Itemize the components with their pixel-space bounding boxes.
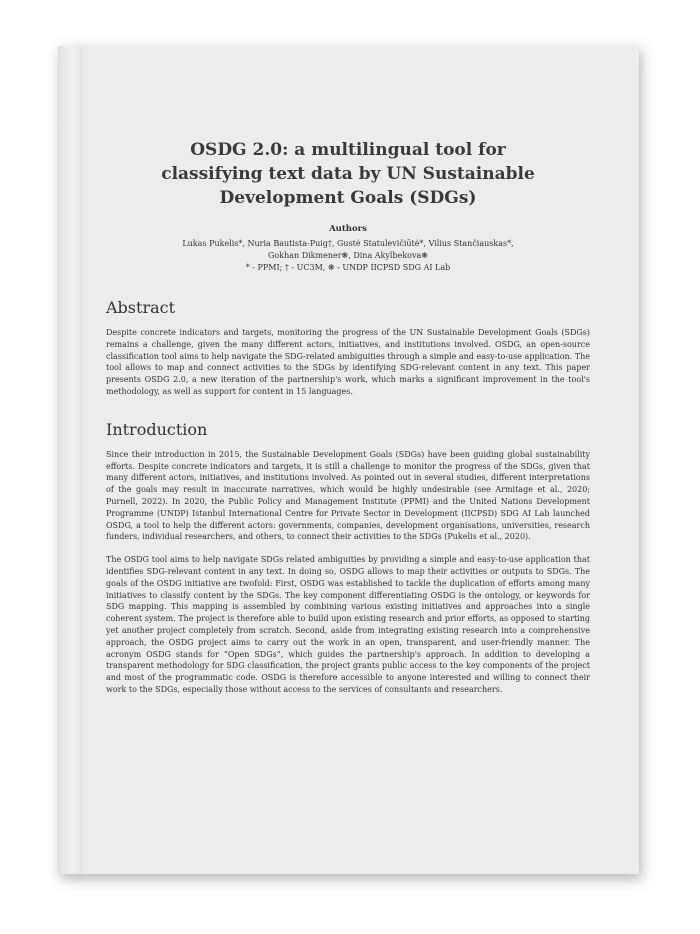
page-content xyxy=(106,138,590,707)
paper-page xyxy=(58,46,639,874)
abstract-heading: Abstract xyxy=(106,298,176,317)
introduction-paragraph: The OSDG tool aims to help navigate SDGs related ambiguities by providing a simple and easy-to-use application that identifies SDG-relevant content in any text. In doing so, OSDG allows to map their activities or outputs to SDGs. The goals of the OSDG initiative are twofold: First, OSDG was established to tackle the duplication of efforts among many initiatives to classify content by the SDGs. The key component differentiating OSDG is the ontology, or keywords for SDG mapping. This mapping is assembled by combining various existing initiatives and approaches into a single coherent system. The project is therefore able to build upon existing research and prior efforts, as opposed to starting yet another project completely from scratch. Second, aside from integrating existing research into a comprehensive approach, the OSDG project aims to carry out the work in an open, transparent, and user-friendly manner. The acronym OSDG stands for “Open SDGs”, which guides the partnership's approach. In addition to developing a transparent methodology for SDG classification, the project grants public access to the key components of the project and most of the programmatic code. OSDG is therefore accessible to anyone interested and willing to connect their work to the SDGs, especially those without access to the services of consultants and researchers. xyxy=(106,555,590,694)
authors-heading: Authors xyxy=(329,224,367,234)
author-line: Lukas Pukelis*, Nuria Bautista-Puig†, Gustė Statulevičiūtė*, Vilius Stančiauskas*, xyxy=(182,239,514,248)
introduction-paragraph: Since their introduction in 2015, the Sustainable Development Goals (SDGs) have been guiding global sustainability efforts. Despite concrete indicators and targets, it is still a challenge to monitor the progress of the SDGs, given that many different actors, initiatives, and institutions involved. As pointed out in several studies, different interpretations of the goals may result in inaccurate narratives, which would be highly undesirable (see Armitage et al., 2020; Purnell, 2022). In 2020, the Public Policy and Management Institute (PPMI) and the United Nations Development Programme (UNDP) Istanbul International Centre for Private Sector in Development (IICPSD) SDG AI Lab launched OSDG, a tool to help the different actors: governments, companies, development organisations, universities, research funders, individual researchers, and others, to connect their activities to the SDGs (Pukelis et al., 2020). xyxy=(106,449,590,542)
author-line: Gokhan Dikmener❋, Dina Akylbekova❋ xyxy=(268,251,428,260)
title-line: Development Goals (SDGs) xyxy=(219,188,477,208)
page-spine xyxy=(59,46,82,874)
title-line: classifying text data by UN Sustainable xyxy=(161,164,535,184)
introduction-heading: Introduction xyxy=(106,419,208,439)
affiliation-line: * - PPMI; † - UC3M, ❋ - UNDP IICPSD SDG AI Lab xyxy=(245,263,451,272)
paper-title xyxy=(106,138,590,210)
title-line: OSDG 2.0: a multilingual tool for xyxy=(190,140,506,160)
abstract-paragraph: Despite concrete indicators and targets, monitoring the progress of the UN Sustainable Development Goals (SDGs) remains a challenge, given the many different actors, initiatives, and institutions involved. OSDG, an open-source classification tool aims to help navigate the SDG-related ambiguities through a simple and easy-to-use application. The tool allows to map and connect activities to the SDGs by identifying SDG-relevant content in any text. This paper presents OSDG 2.0, a new iteration of the partnership's work, which marks a significant improvement in the tool's methodology, as well as support for content in 15 languages. xyxy=(106,328,590,396)
